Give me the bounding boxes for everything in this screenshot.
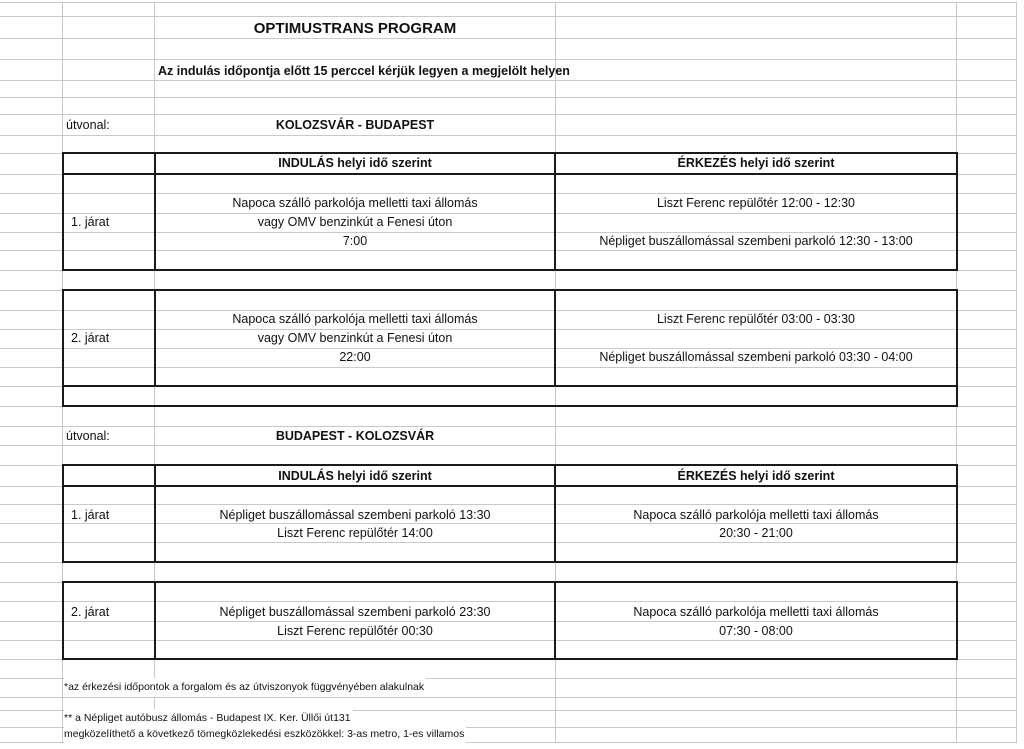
page-title: OPTIMUSTRANS PROGRAM <box>253 20 457 37</box>
header-arrival: ÉRKEZÉS helyi idő szerint <box>677 156 835 170</box>
departure-line-1: Napoca szálló parkolója melletti taxi állomás <box>232 196 478 210</box>
departure-line-2: vagy OMV benzinkút a Fenesi úton <box>257 331 453 345</box>
trip-label: 2. járat <box>71 331 110 345</box>
gridline-row <box>0 2 1017 3</box>
departure-line-1: Népliget buszállomással szembeni parkoló 13:30 <box>219 508 491 522</box>
trip-label: 2. járat <box>71 605 110 619</box>
trip-label: 1. járat <box>71 508 110 522</box>
gridline-row <box>0 114 1017 115</box>
gridline-row <box>0 16 1017 17</box>
inner-bottom-divider <box>62 385 958 387</box>
departure-line-1: Napoca szálló parkolója melletti taxi állomás <box>232 312 478 326</box>
departure-time: 22:00 <box>339 350 371 364</box>
footnote-transport: megközelíthető a következő tömegközlekedési eszközökkel: 3-as metro, 1-es villamos <box>64 726 466 743</box>
arrival-line-1: Liszt Ferenc repülőtér 03:00 - 03:30 <box>656 312 856 326</box>
gridline-col-e <box>1016 2 1017 743</box>
departure-line-1: Népliget buszállomással szembeni parkoló 23:30 <box>219 605 491 619</box>
route-name: KOLOZSVÁR - BUDAPEST <box>275 118 435 132</box>
route-label: útvonal: <box>66 429 110 443</box>
arrival-line-2: Népliget buszállomással szembeni parkoló 03:30 - 04:00 <box>599 350 913 364</box>
departure-time: 7:00 <box>342 234 368 248</box>
arrival-line-2: Népliget buszállomással szembeni parkoló 12:30 - 13:00 <box>599 234 913 248</box>
gridline-row <box>0 97 1017 98</box>
arrival-line-1: Napoca szálló parkolója melletti taxi állomás <box>633 605 879 619</box>
arrival-line-1: Napoca szálló parkolója melletti taxi állomás <box>633 508 879 522</box>
route-label: útvonal: <box>66 118 110 132</box>
gridline-row <box>0 38 1017 39</box>
footnote-traffic: *az érkezési időpontok a forgalom és az útviszonyok függvényében alakulnak <box>64 678 426 697</box>
departure-line-2: Liszt Ferenc repülőtér 14:00 <box>277 526 433 540</box>
departure-line-2: vagy OMV benzinkút a Fenesi úton <box>257 215 453 229</box>
gridline-row <box>0 59 1017 60</box>
arrival-line-2: 20:30 - 21:00 <box>719 526 793 540</box>
header-departure: INDULÁS helyi idő szerint <box>278 469 432 483</box>
notice-text: Az indulás időpontja előtt 15 perccel kérjük legyen a megjelölt helyen <box>158 64 570 78</box>
departure-line-2: Liszt Ferenc repülőtér 00:30 <box>277 624 433 638</box>
gridline-row <box>0 697 1017 698</box>
header-arrival: ÉRKEZÉS helyi idő szerint <box>677 469 835 483</box>
trip-label: 1. járat <box>71 215 110 229</box>
gridline-row <box>0 135 1017 136</box>
header-departure: INDULÁS helyi idő szerint <box>278 156 432 170</box>
footnote-nepliget-address: ** a Népliget autóbusz állomás - Budapest IX. Ker. Üllői út131 <box>64 709 353 728</box>
arrival-line-2: 07:30 - 08:00 <box>719 624 793 638</box>
route-name: BUDAPEST - KOLOZSVÁR <box>275 429 435 443</box>
header-divider <box>62 173 958 175</box>
arrival-line-1: Liszt Ferenc repülőtér 12:00 - 12:30 <box>656 196 856 210</box>
